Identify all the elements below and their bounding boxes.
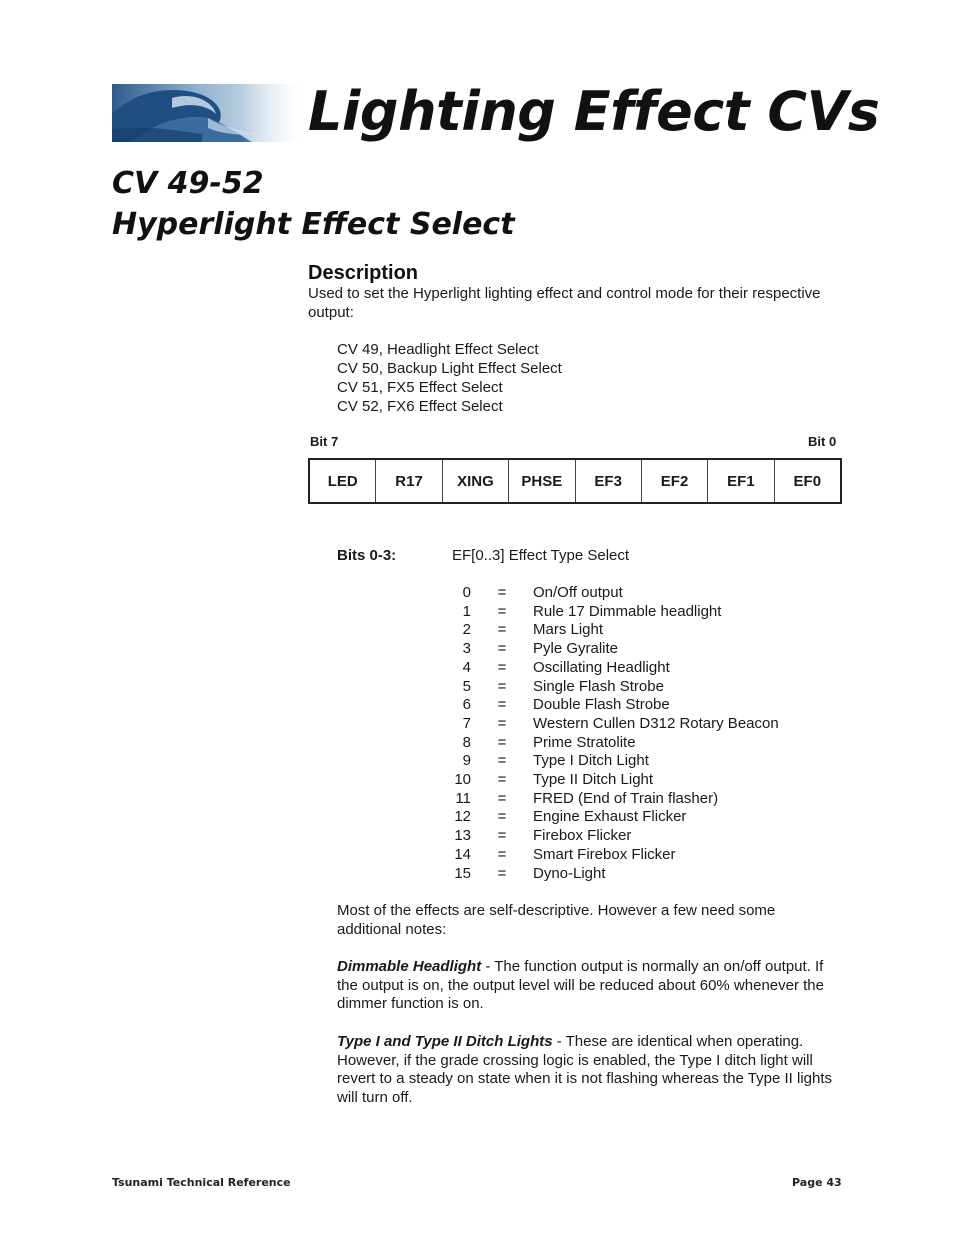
effect-row: [440, 846, 779, 865]
bit-cell-led: LED: [310, 460, 376, 502]
effect-number: 11: [455, 789, 471, 807]
bit-cell-ef0: EF0: [793, 472, 822, 490]
effect-row: [440, 771, 779, 790]
equals-sign: =: [497, 602, 507, 620]
effect-row: [440, 678, 779, 697]
cv-list-item: CV 49, Headlight Effect Select: [337, 341, 539, 358]
ditch-lights-term: Type I and Type II Ditch Lights: [337, 1033, 553, 1050]
effect-name: Rule 17 Dimmable headlight: [533, 602, 722, 620]
effect-name: On/Off output: [533, 584, 623, 601]
effect-number: 12: [454, 808, 471, 826]
effect-type-list: [440, 584, 779, 883]
effect-number: 2: [462, 621, 471, 639]
bit-cell-phse: PHSE: [509, 460, 575, 502]
effect-name: Double Flash Strobe: [533, 696, 670, 714]
effect-number: 6: [462, 696, 471, 714]
cv-heading-range: CV 49-52: [112, 166, 264, 201]
equals-sign: =: [497, 584, 507, 601]
cv-heading: [112, 163, 515, 245]
equals-sign: =: [497, 808, 507, 826]
dimmable-headlight-note: [337, 958, 837, 1014]
wave-graphic: [112, 84, 298, 142]
effect-row: [440, 603, 779, 622]
effect-name: Dyno-Light: [533, 864, 606, 882]
effect-row: [440, 696, 779, 715]
description-text: Used to set the Hyperlight lighting effect and control mode for their respective output:: [308, 285, 821, 321]
effect-name: Oscillating Headlight: [533, 658, 670, 676]
effect-name: Pyle Gyralite: [533, 640, 619, 658]
effect-row: [440, 752, 779, 771]
bit-cell-r17: R17: [376, 460, 442, 502]
effect-number: 14: [454, 845, 471, 863]
effect-number: 7: [462, 714, 471, 732]
effect-number: 8: [462, 733, 471, 751]
effect-row: [440, 640, 779, 659]
equals-sign: =: [497, 845, 507, 863]
ditch-lights-note: [337, 1033, 837, 1108]
equals-sign: =: [497, 733, 507, 751]
effect-name: Prime Stratolite: [533, 733, 636, 751]
effect-name: Type II Ditch Light: [533, 771, 654, 789]
equals-sign: =: [497, 658, 507, 676]
cv-list: [337, 340, 562, 416]
effect-name: Single Flash Strobe: [533, 677, 664, 695]
bit-cell-ef2: EF2: [642, 460, 708, 502]
ditch-lights-text: - These are identical when operating. However, if the grade crossing logic is enabled, the Type I ditch light will revert to a steady on state when it is not flashing whereas the Type II lights will turn off.: [337, 1033, 832, 1107]
effect-number: 4: [462, 658, 471, 676]
bits-0-3-value: EF[0..3] Effect Type Select: [452, 547, 630, 564]
cv-list-item: CV 50, Backup Light Effect Select: [337, 360, 562, 377]
equals-sign: =: [497, 771, 507, 789]
dimmable-headlight-term: Dimmable Headlight: [337, 958, 482, 975]
effect-row: [440, 827, 779, 846]
effect-number: 10: [454, 771, 471, 789]
equals-sign: =: [497, 827, 507, 845]
notes-intro: Most of the effects are self-descriptive. However a few need some additional notes:: [337, 902, 776, 938]
bit-cell-ef1: EF1: [708, 460, 774, 502]
page-title: Lighting Effect CVs: [308, 80, 880, 143]
effect-name: Firebox Flicker: [533, 827, 632, 845]
bit-field-table: [308, 458, 842, 504]
effect-row: [440, 734, 779, 753]
bit-cell-ef3: EF3: [576, 460, 642, 502]
wave-logo-image: [112, 84, 298, 142]
equals-sign: =: [497, 621, 507, 639]
footer-doc-title: Tsunami Technical Reference: [112, 1176, 291, 1189]
equals-sign: =: [497, 714, 507, 732]
effect-name: FRED (End of Train flasher): [533, 789, 719, 807]
effect-number: 3: [462, 640, 471, 658]
effect-row: [440, 584, 779, 603]
bits-0-3-label: Bits 0-3:: [337, 547, 397, 564]
effect-number: 5: [462, 677, 471, 695]
cv-heading-name: Hyperlight Effect Select: [112, 207, 515, 242]
effect-row: [440, 715, 779, 734]
equals-sign: =: [497, 640, 507, 658]
effect-number: 9: [462, 752, 471, 770]
effect-row: [440, 808, 779, 827]
equals-sign: =: [497, 864, 507, 882]
description-heading: Description: [308, 262, 419, 284]
cv-list-item: CV 51, FX5 Effect Select: [337, 379, 503, 396]
effect-number: 15: [454, 864, 471, 882]
effect-row: [440, 865, 779, 884]
footer-page-number: Page 43: [792, 1176, 842, 1189]
bit-cell-xing: XING: [443, 460, 509, 502]
effect-name: Type I Ditch Light: [533, 752, 649, 770]
equals-sign: =: [497, 696, 507, 714]
bit-0-label: Bit 0: [808, 434, 837, 449]
equals-sign: =: [497, 789, 507, 807]
effect-name: Smart Firebox Flicker: [533, 845, 676, 863]
cv-list-item: CV 52, FX6 Effect Select: [337, 398, 503, 415]
effect-row: [440, 621, 779, 640]
effect-number: 1: [462, 602, 471, 620]
effect-number: 13: [454, 827, 471, 845]
bit-7-label: Bit 7: [310, 434, 339, 449]
equals-sign: =: [497, 677, 507, 695]
effect-row: [440, 790, 779, 809]
effect-name: Western Cullen D312 Rotary Beacon: [533, 714, 779, 732]
effect-row: [440, 659, 779, 678]
effect-name: Engine Exhaust Flicker: [533, 808, 687, 826]
equals-sign: =: [497, 752, 507, 770]
dimmable-headlight-text: - The function output is normally an on/off output. If the output is on, the output level will be reduced about 60% whenever the dimmer function is on.: [337, 958, 824, 1013]
effect-number: 0: [462, 584, 471, 601]
effect-name: Mars Light: [533, 621, 604, 639]
